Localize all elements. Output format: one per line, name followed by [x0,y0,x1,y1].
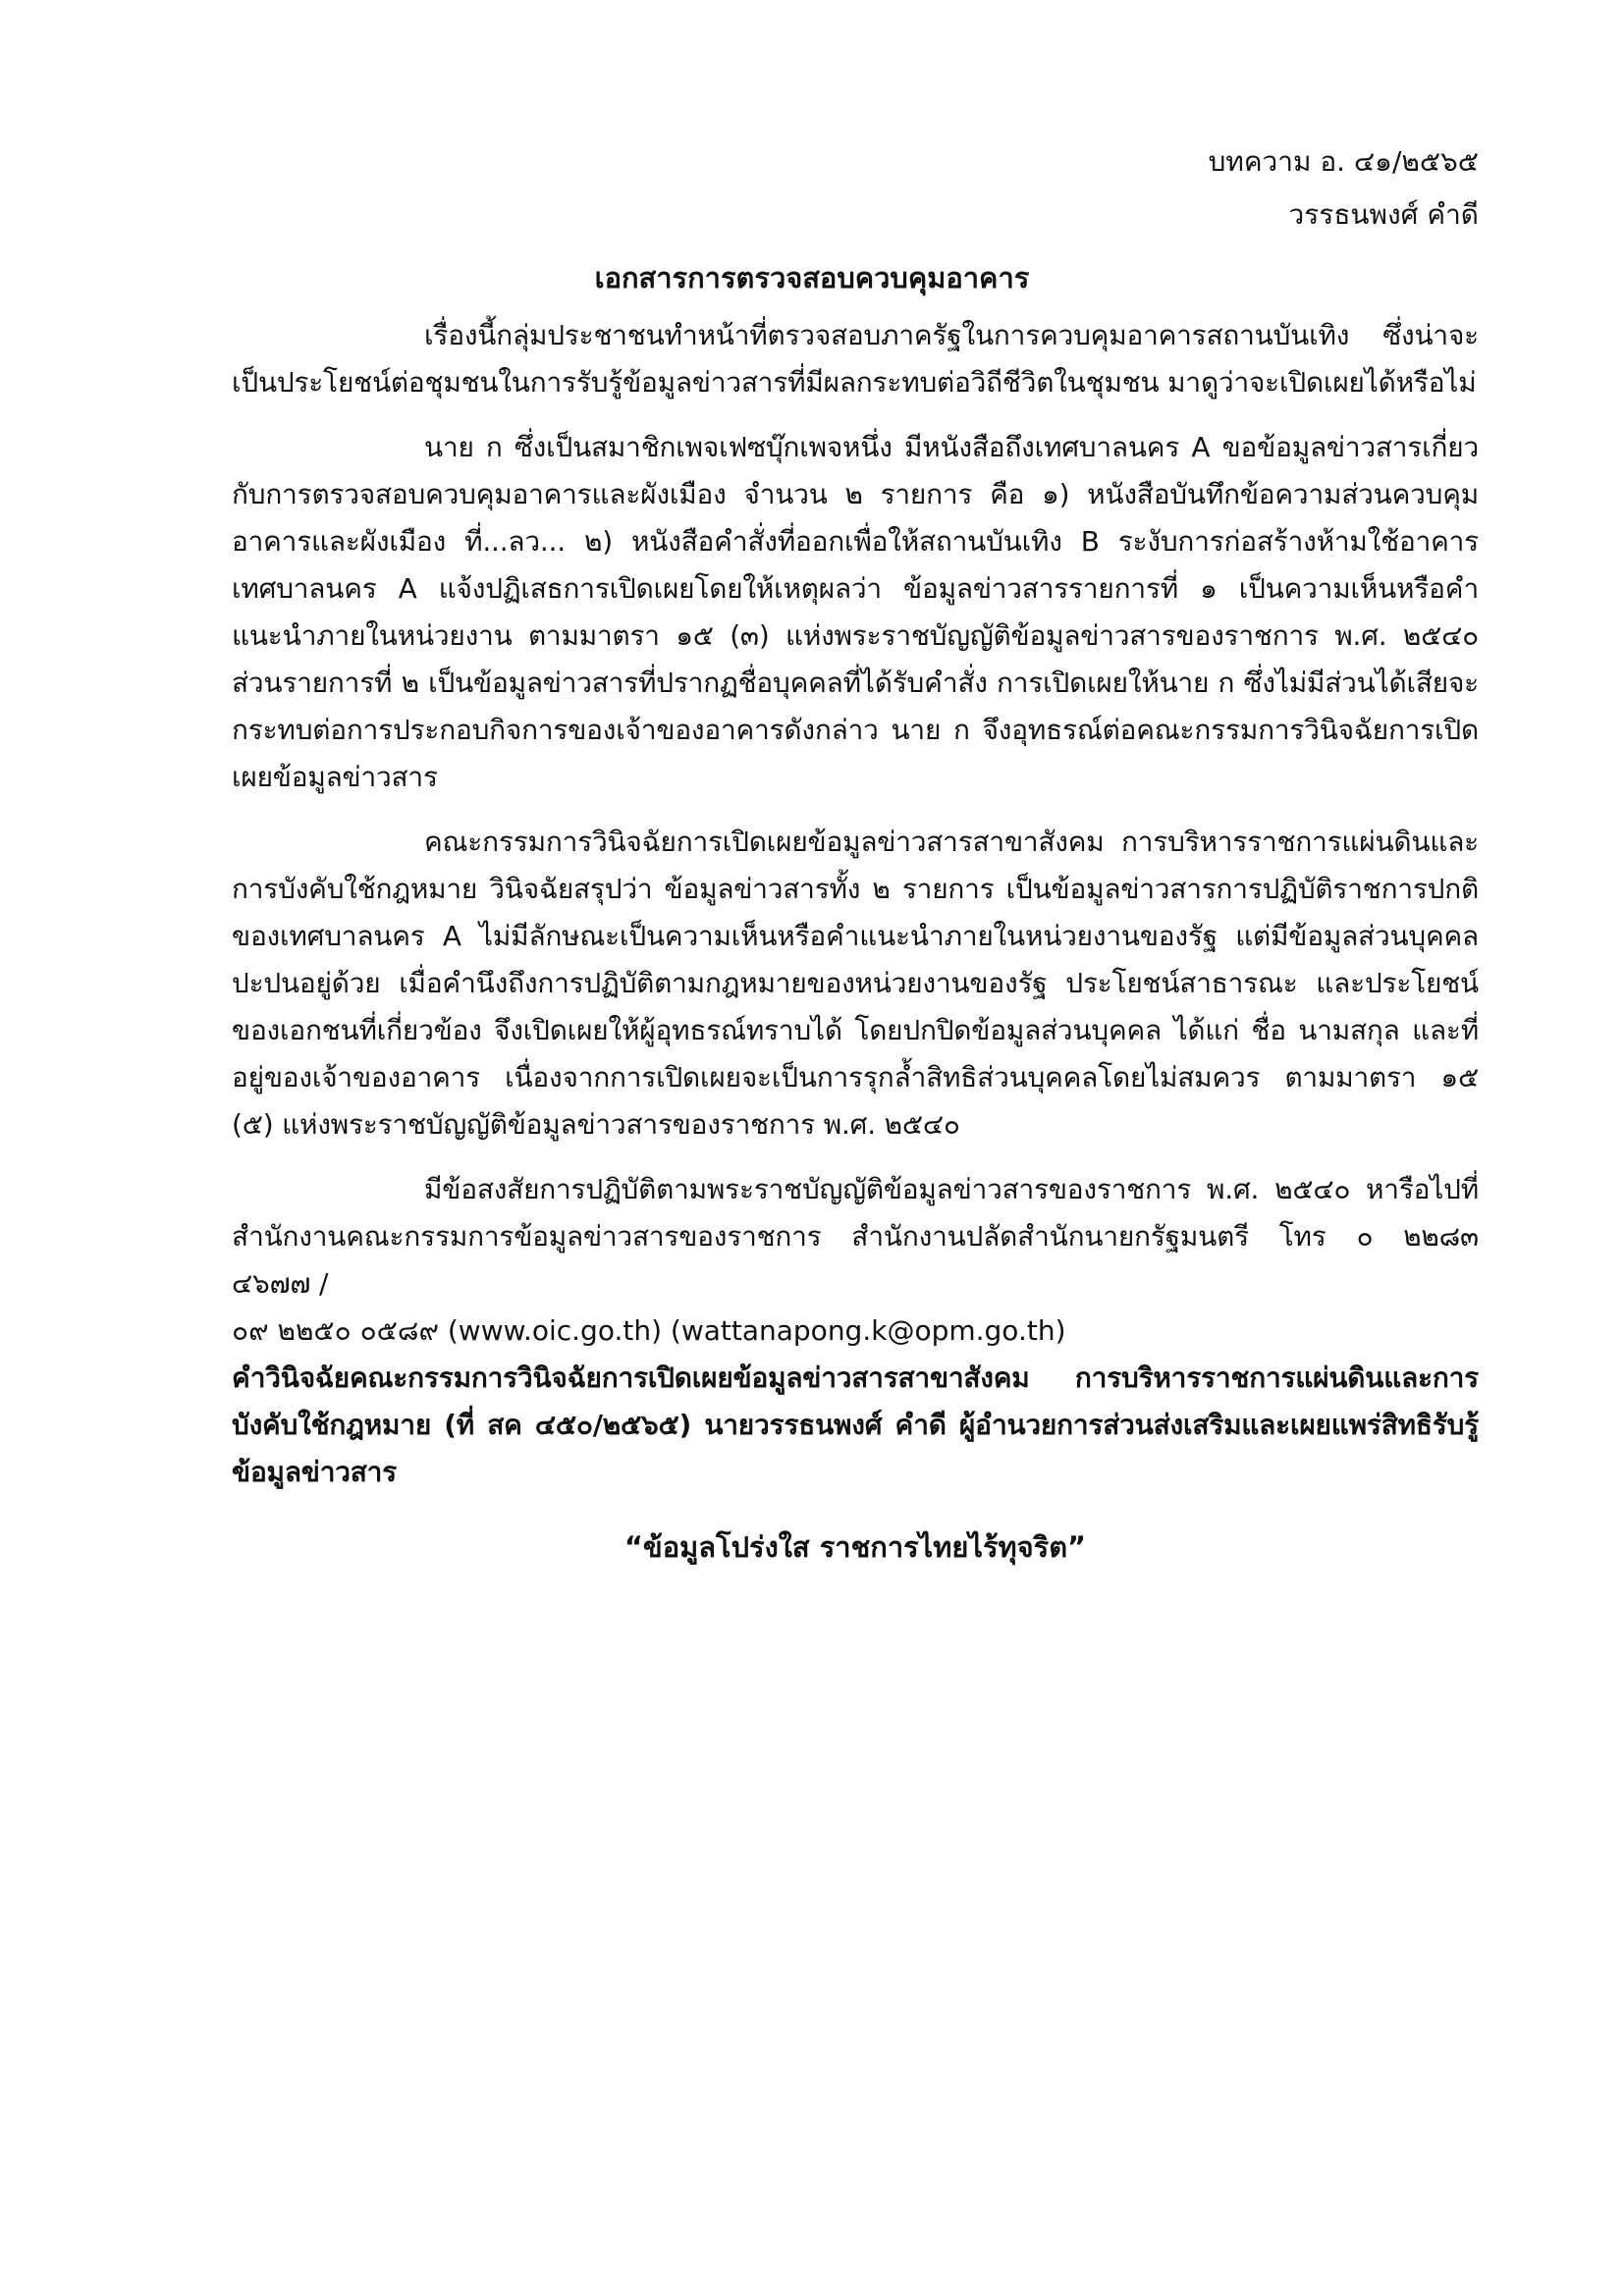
paragraph-intro: เรื่องนี้กลุ่มประชาชนทำหน้าที่ตรวจสอบภาครัฐในการควบคุมอาคารสถานบันเทิง ซึ่งน่าจะเป็นประโยชน์ต่อชุมชนในการรับรู้ข้อมูลข่าวสารที่มีผลกระทบต่อวิถีชีวิตในชุมชน มาดูว่าจะเปิดเผยได้หรือไม่ [232,319,1479,399]
document-header [1209,135,1479,241]
document-body [232,312,1479,1571]
document-title: เอกสารการตรวจสอบควบคุมอาคาร [594,261,1030,294]
author-name: วรรธนพงศ์ คำดี [1288,198,1479,231]
paragraph-contact: มีข้อสงสัยการปฏิบัติตามพระราชบัญญัติข้อมูลข่าวสารของราชการ พ.ศ. ๒๕๔๐ หารือไปที่สำนักงานคณะกรรมการข้อมูลข่าวสารของราชการ สำนักงานปลัดสำนักนายกรัฐมนตรี โทร ๐ ๒๒๘๓ ๔๖๗๗ / [232,1173,1479,1300]
paragraph-case: นาย ก ซึ่งเป็นสมาชิกเพจเฟซบุ๊กเพจหนึ่ง มีหนังสือถึงเทศบาลนคร A ขอข้อมูลข่าวสารเกี่ยวกับการตรวจสอบควบคุมอาคารและผังเมือง จำนวน ๒ รายการ คือ ๑) หนังสือบันทึกข้อความส่วนควบคุมอาคารและผังเมือง ที่...ลว... ๒) หนังสือคำสั่งที่ออกเพื่อให้สถานบันเทิง B ระงับการก่อสร้างห้ามใช้อาคาร เทศบาลนคร A แจ้งปฏิเสธการเปิดเผยโดยให้เหตุผลว่า ข้อมูลข่าวสารรายการที่ ๑ เป็นความเห็นหรือคำแนะนำภายในหน่วยงาน ตามมาตรา ๑๕ (๓) แห่งพระราชบัญญัติข้อมูลข่าวสารของราชการ พ.ศ. ๒๕๔๐ ส่วนรายการที่ ๒ เป็นข้อมูลข่าวสารที่ปรากฏชื่อบุคคลที่ได้รับคำสั่ง การเปิดเผยให้นาย ก ซึ่งไม่มีส่วนได้เสียจะกระทบต่อการประกอบกิจการของเจ้าของอาคารดังกล่าว นาย ก จึงอุทธรณ์ต่อคณะกรรมการวินิจฉัยการเปิดเผยข้อมูลข่าวสาร [232,431,1479,793]
contact-details: ๐๙ ๒๒๕๐ ๐๕๘๙ (www.oic.go.th) (wattanapong.k@opm.go.th) [232,1314,1066,1347]
slogan: “ข้อมูลโปร่งใส ราชการไทยไร้ทุจริต” [623,1530,1087,1564]
verdict-reference: คำวินิจฉัยคณะกรรมการวินิจฉัยการเปิดเผยข้อมูลข่าวสารสาขาสังคม การบริหารราชการแผ่นดินและการบังคับใช้กฎหมาย (ที่ สค ๔๕๐/๒๕๖๕) นายวรรธนพงศ์ คำดี ผู้อำนวยการส่วนส่งเสริมและเผยแพร่สิทธิรับรู้ข้อมูลข่าวสาร [232,1362,1479,1488]
article-number: บทความ อ. ๔๑/๒๕๖๕ [1208,145,1479,178]
paragraph-ruling: คณะกรรมการวินิจฉัยการเปิดเผยข้อมูลข่าวสารสาขาสังคม การบริหารราชการแผ่นดินและการบังคับใช้กฎหมาย วินิจฉัยสรุปว่า ข้อมูลข่าวสารทั้ง ๒ รายการ เป็นข้อมูลข่าวสารการปฏิบัติราชการปกติของเทศบาลนคร A ไม่มีลักษณะเป็นความเห็นหรือคำแนะนำภายในหน่วยงานของรัฐ แต่มีข้อมูลส่วนบุคคลปะปนอยู่ด้วย เมื่อคำนึงถึงการปฏิบัติตามกฎหมายของหน่วยงานของรัฐ ประโยชน์สาธารณะ และประโยชน์ของเอกชนที่เกี่ยวข้อง จึงเปิดเผยให้ผู้อุทธรณ์ทราบได้ โดยปกปิดข้อมูลส่วนบุคคล ได้แก่ ชื่อ นามสกุล และที่อยู่ของเจ้าของอาคาร เนื่องจากการเปิดเผยจะเป็นการรุกล้ำสิทธิส่วนบุคคลโดยไม่สมควร ตามมาตรา ๑๕ (๕) แห่งพระราชบัญญัติข้อมูลข่าวสารของราชการ พ.ศ. ๒๕๔๐ [232,826,1479,1141]
